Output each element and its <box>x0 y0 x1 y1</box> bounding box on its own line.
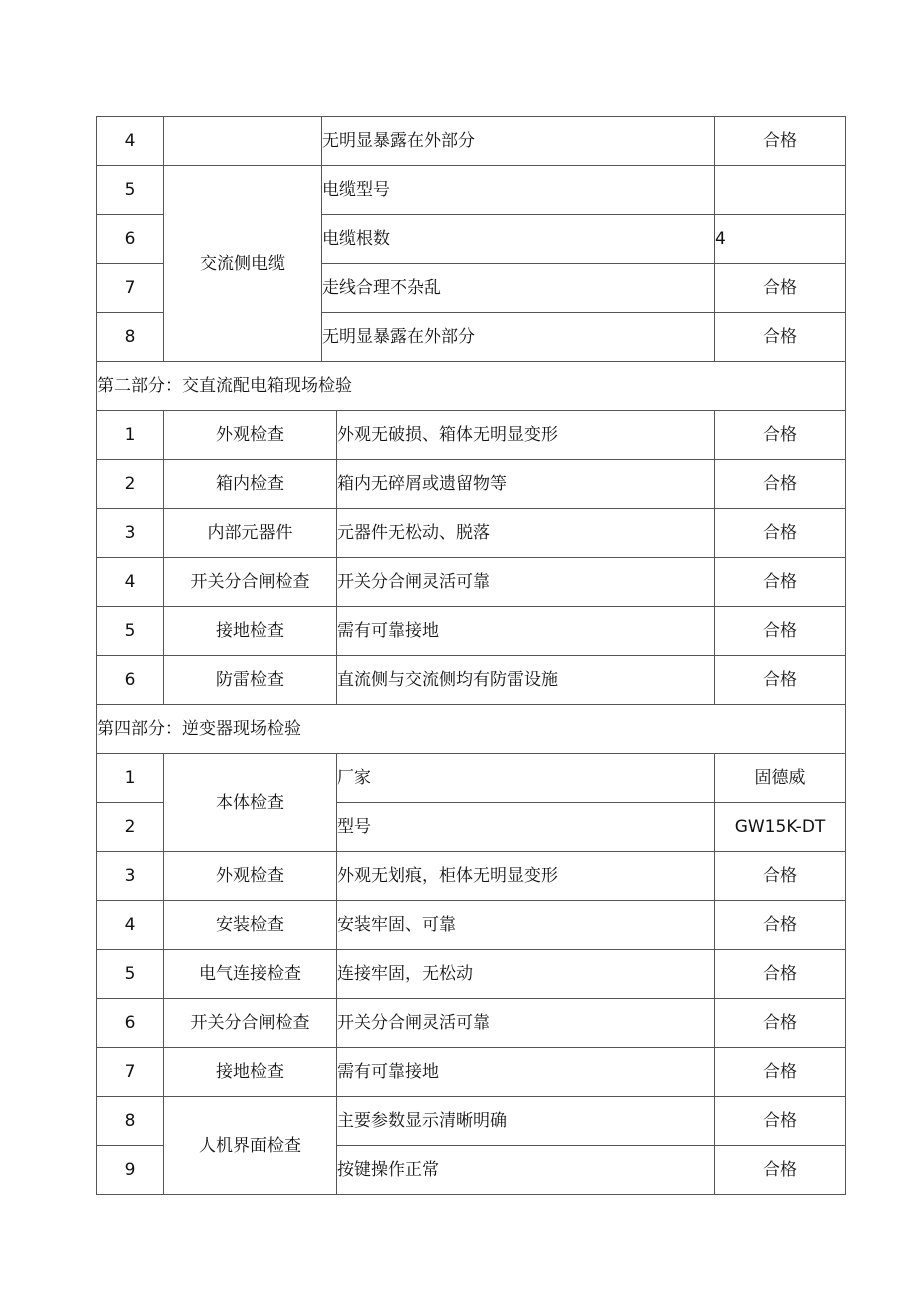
item-cell: 无明显暴露在外部分 <box>322 313 715 362</box>
table-row <box>97 558 846 607</box>
result-cell: 合格 <box>715 852 846 901</box>
table-row <box>97 509 846 558</box>
item-cell: 主要参数显示清晰明确 <box>337 1097 715 1146</box>
result-cell: 合格 <box>715 411 846 460</box>
category-cell: 开关分合闸检查 <box>164 558 337 607</box>
result-cell: 合格 <box>715 117 846 166</box>
result-cell: 合格 <box>715 460 846 509</box>
category-cell <box>164 117 322 166</box>
result-cell: 合格 <box>715 656 846 705</box>
item-cell: 型号 <box>337 803 715 852</box>
item-cell: 厂家 <box>337 754 715 803</box>
category-cell: 安装检查 <box>164 901 337 950</box>
section-title-part4: 第四部分：逆变器现场检验 <box>97 705 846 754</box>
section-header-row <box>97 705 846 754</box>
row-number: 4 <box>97 558 164 607</box>
result-cell: 合格 <box>715 607 846 656</box>
row-number: 8 <box>97 1097 164 1146</box>
table-row <box>97 1097 846 1146</box>
table-row <box>97 166 846 215</box>
item-cell: 按键操作正常 <box>337 1146 715 1195</box>
item-cell: 开关分合闸灵活可靠 <box>337 999 715 1048</box>
result-cell: 合格 <box>715 509 846 558</box>
row-number: 5 <box>97 166 164 215</box>
category-hmi-check: 人机界面检查 <box>164 1097 337 1195</box>
result-cell: 固德威 <box>715 754 846 803</box>
inspection-table <box>96 116 846 1195</box>
item-cell: 箱内无碎屑或遗留物等 <box>337 460 715 509</box>
item-cell: 电缆根数 <box>322 215 715 264</box>
category-cell: 接地检查 <box>164 607 337 656</box>
category-ac-cable: 交流侧电缆 <box>164 166 322 362</box>
category-cell: 防雷检查 <box>164 656 337 705</box>
row-number: 2 <box>97 460 164 509</box>
result-cell: 合格 <box>715 950 846 999</box>
result-cell: 合格 <box>715 558 846 607</box>
category-cell: 开关分合闸检查 <box>164 999 337 1048</box>
table-row <box>97 901 846 950</box>
row-number: 5 <box>97 950 164 999</box>
item-cell: 走线合理不杂乱 <box>322 264 715 313</box>
table-row <box>97 999 846 1048</box>
result-cell: 合格 <box>715 1048 846 1097</box>
section-header-row <box>97 362 846 411</box>
item-cell: 外观无破损、箱体无明显变形 <box>337 411 715 460</box>
item-cell: 直流侧与交流侧均有防雷设施 <box>337 656 715 705</box>
result-cell: 4 <box>715 215 846 264</box>
table-row <box>97 607 846 656</box>
table-row <box>97 656 846 705</box>
row-number: 1 <box>97 411 164 460</box>
category-cell: 箱内检查 <box>164 460 337 509</box>
table-row <box>97 754 846 803</box>
row-number: 7 <box>97 1048 164 1097</box>
row-number: 4 <box>97 117 164 166</box>
row-number: 7 <box>97 264 164 313</box>
table-row <box>97 460 846 509</box>
result-cell: GW15K-DT <box>715 803 846 852</box>
category-cell: 内部元器件 <box>164 509 337 558</box>
table-row <box>97 411 846 460</box>
result-cell: 合格 <box>715 999 846 1048</box>
result-cell: 合格 <box>715 264 846 313</box>
row-number: 3 <box>97 852 164 901</box>
row-number: 1 <box>97 754 164 803</box>
item-cell: 外观无划痕，柜体无明显变形 <box>337 852 715 901</box>
row-number: 4 <box>97 901 164 950</box>
result-cell <box>715 166 846 215</box>
row-number: 6 <box>97 215 164 264</box>
item-cell: 元器件无松动、脱落 <box>337 509 715 558</box>
row-number: 9 <box>97 1146 164 1195</box>
result-cell: 合格 <box>715 1146 846 1195</box>
item-cell: 开关分合闸灵活可靠 <box>337 558 715 607</box>
category-body-check: 本体检查 <box>164 754 337 852</box>
section-title-part2: 第二部分：交直流配电箱现场检验 <box>97 362 846 411</box>
category-cell: 外观检查 <box>164 852 337 901</box>
row-number: 5 <box>97 607 164 656</box>
row-number: 2 <box>97 803 164 852</box>
row-number: 8 <box>97 313 164 362</box>
item-cell: 安装牢固、可靠 <box>337 901 715 950</box>
row-number: 3 <box>97 509 164 558</box>
result-cell: 合格 <box>715 313 846 362</box>
category-cell: 外观检查 <box>164 411 337 460</box>
category-cell: 接地检查 <box>164 1048 337 1097</box>
table-row <box>97 1048 846 1097</box>
category-cell: 电气连接检查 <box>164 950 337 999</box>
item-cell: 连接牢固，无松动 <box>337 950 715 999</box>
item-cell: 电缆型号 <box>322 166 715 215</box>
table-row <box>97 950 846 999</box>
result-cell: 合格 <box>715 1097 846 1146</box>
item-cell: 需有可靠接地 <box>337 607 715 656</box>
row-number: 6 <box>97 999 164 1048</box>
row-number: 6 <box>97 656 164 705</box>
result-cell: 合格 <box>715 901 846 950</box>
item-cell: 无明显暴露在外部分 <box>322 117 715 166</box>
item-cell: 需有可靠接地 <box>337 1048 715 1097</box>
table-row <box>97 117 846 166</box>
table-row <box>97 852 846 901</box>
